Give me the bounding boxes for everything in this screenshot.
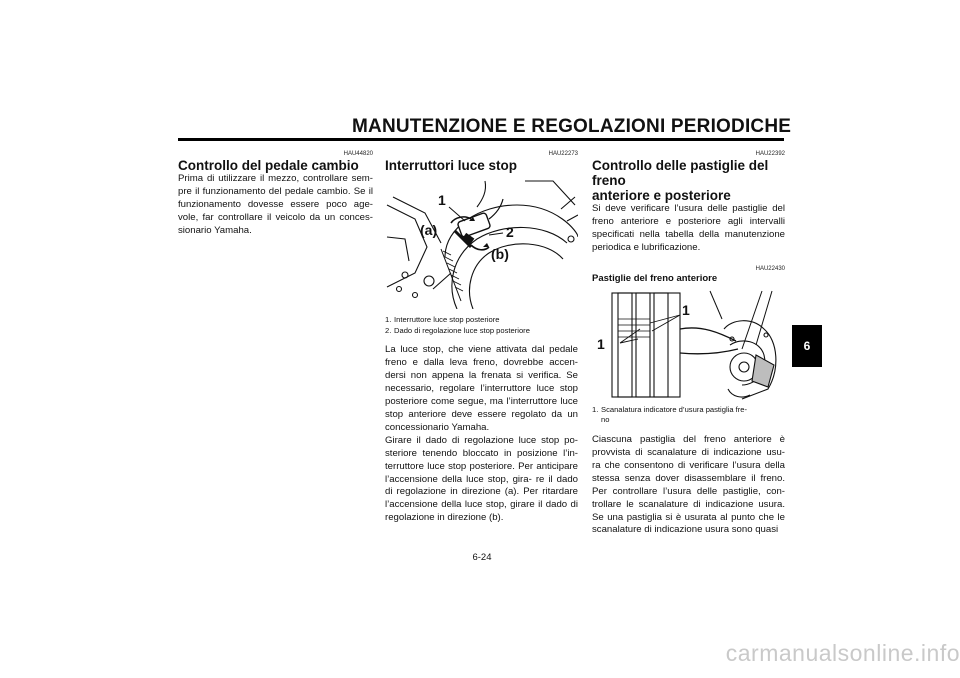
text-line: re il dado di regolazione in direzione (a). Per [385, 473, 579, 498]
caption-text: Dado di regolazione luce stop posteriore [394, 325, 530, 335]
caption-item [385, 326, 578, 337]
section-body [592, 434, 785, 538]
figure-caption [592, 405, 785, 426]
section-intro [592, 203, 785, 255]
brake-switch-illustration [385, 177, 578, 309]
section-code: HAU22392 [755, 151, 785, 157]
caption-number: 2. [385, 325, 392, 335]
text-line: ra che consentono di verificare l’usura della [592, 459, 785, 471]
text-line: luce stop anteriore deve essere regolato da [385, 395, 578, 420]
section-title: Interruttori luce stop [385, 158, 518, 173]
text-line: vole, far controllare il veicolo da un conces- [178, 211, 373, 223]
figure-label: (a) [420, 222, 438, 238]
page-number: 6-24 [472, 552, 492, 563]
text-line: sionario Yamaha. [178, 224, 252, 236]
text-line: steriore tenendo bloccato in posizione l’in- [385, 447, 578, 459]
text-line: pre il funzionamento del pedale cambio. Se [178, 185, 366, 197]
section-title: Controllo del pedale cambio [178, 158, 359, 173]
text-line: Girare il dado di regolazione luce stop po- [385, 434, 578, 446]
section-body [385, 344, 578, 525]
chapter-title: MANUTENZIONE E REGOLAZIONI PERIODICHE [352, 116, 792, 137]
caption-text [601, 405, 747, 426]
caption-text-line: no [601, 415, 610, 425]
text-line: un concessionario Yamaha. [385, 408, 578, 433]
text-line: Se una pastiglia si è usurata al punto che le [592, 511, 785, 523]
section-code: HAU44820 [343, 151, 373, 157]
brake-pad-illustration [592, 289, 785, 401]
column-3 [592, 150, 785, 537]
text-line: anticipare l’accensione della luce stop, gira- [385, 460, 578, 485]
text-line: il funzionamento dovesse essere poco age- [178, 185, 373, 210]
figure-label: 1 [438, 192, 446, 208]
figure-label: 1 [682, 301, 690, 318]
section-code: HAU22273 [548, 151, 578, 157]
text-line: freno e dalla leva freno, dovrebbe accen- [385, 356, 578, 368]
text-line: il dado di regolazione in direzione (b). [385, 499, 579, 524]
figure-label: (b) [491, 246, 509, 262]
caption-number: 1. [385, 315, 392, 324]
subsection-title: Pastiglie del freno anteriore [592, 272, 718, 284]
column-2 [385, 150, 578, 525]
caption-text-line: Scanalatura indicatore d’usura pastiglia fre- [601, 404, 748, 414]
subsection-code: HAU22430 [755, 265, 785, 272]
watermark: carmanualsonline.info [725, 640, 960, 666]
section-title [592, 158, 785, 203]
text-line: dersi non appena la frenata si verifica. Se [385, 369, 578, 381]
text-line: scanalature di indicazione usura sono quasi [592, 524, 779, 536]
section-title-line: Controllo delle pastiglie del freno [592, 158, 769, 188]
section-body [178, 173, 373, 238]
text-line: Si deve verificare l’usura delle pastiglie del [592, 203, 785, 214]
column-1 [178, 150, 373, 238]
text-line: specificati nella tabella della manutenzione [592, 228, 785, 240]
text-line: stessa senza dover disassemblare il freno. [592, 472, 785, 484]
chapter-tab: 6 [792, 325, 822, 367]
text-line: provvista di scanalature di indicazione usu- [592, 446, 785, 458]
caption-item [385, 315, 578, 326]
text-line: posteriore come segue, ma l’interruttore [385, 395, 558, 407]
header-rule [178, 138, 784, 141]
section-title-line: anteriore e posteriore [592, 188, 731, 203]
caption-item [592, 405, 785, 426]
text-line: Prima di utilizzare il mezzo, controllare sem- [178, 173, 373, 184]
text-line: freno anteriore e posteriore agli intervalli [592, 215, 785, 227]
figure-label: 2 [506, 224, 514, 240]
text-line: necessario, regolare l’interruttore luce stop [385, 382, 578, 394]
figure-caption [385, 315, 578, 336]
text-line: periodica e lubrificazione. [592, 241, 701, 253]
text-line: ritardare l’accensione della luce stop, girare [385, 486, 578, 511]
figure-label: 1 [597, 335, 605, 352]
caption-text: Interruttore luce stop posteriore [394, 315, 500, 324]
text-line: Per controllare l’usura delle pastiglie, con- [592, 485, 785, 497]
text-line: Ciascuna pastiglia del freno anteriore è [592, 433, 785, 445]
text-line: trollare le scanalature di indicazione usura. [592, 498, 785, 510]
text-line: terruttore luce stop posteriore. Per [385, 460, 534, 472]
text-line: La luce stop, che viene attivata dal pedale [385, 344, 578, 355]
caption-number: 1. [592, 404, 599, 414]
